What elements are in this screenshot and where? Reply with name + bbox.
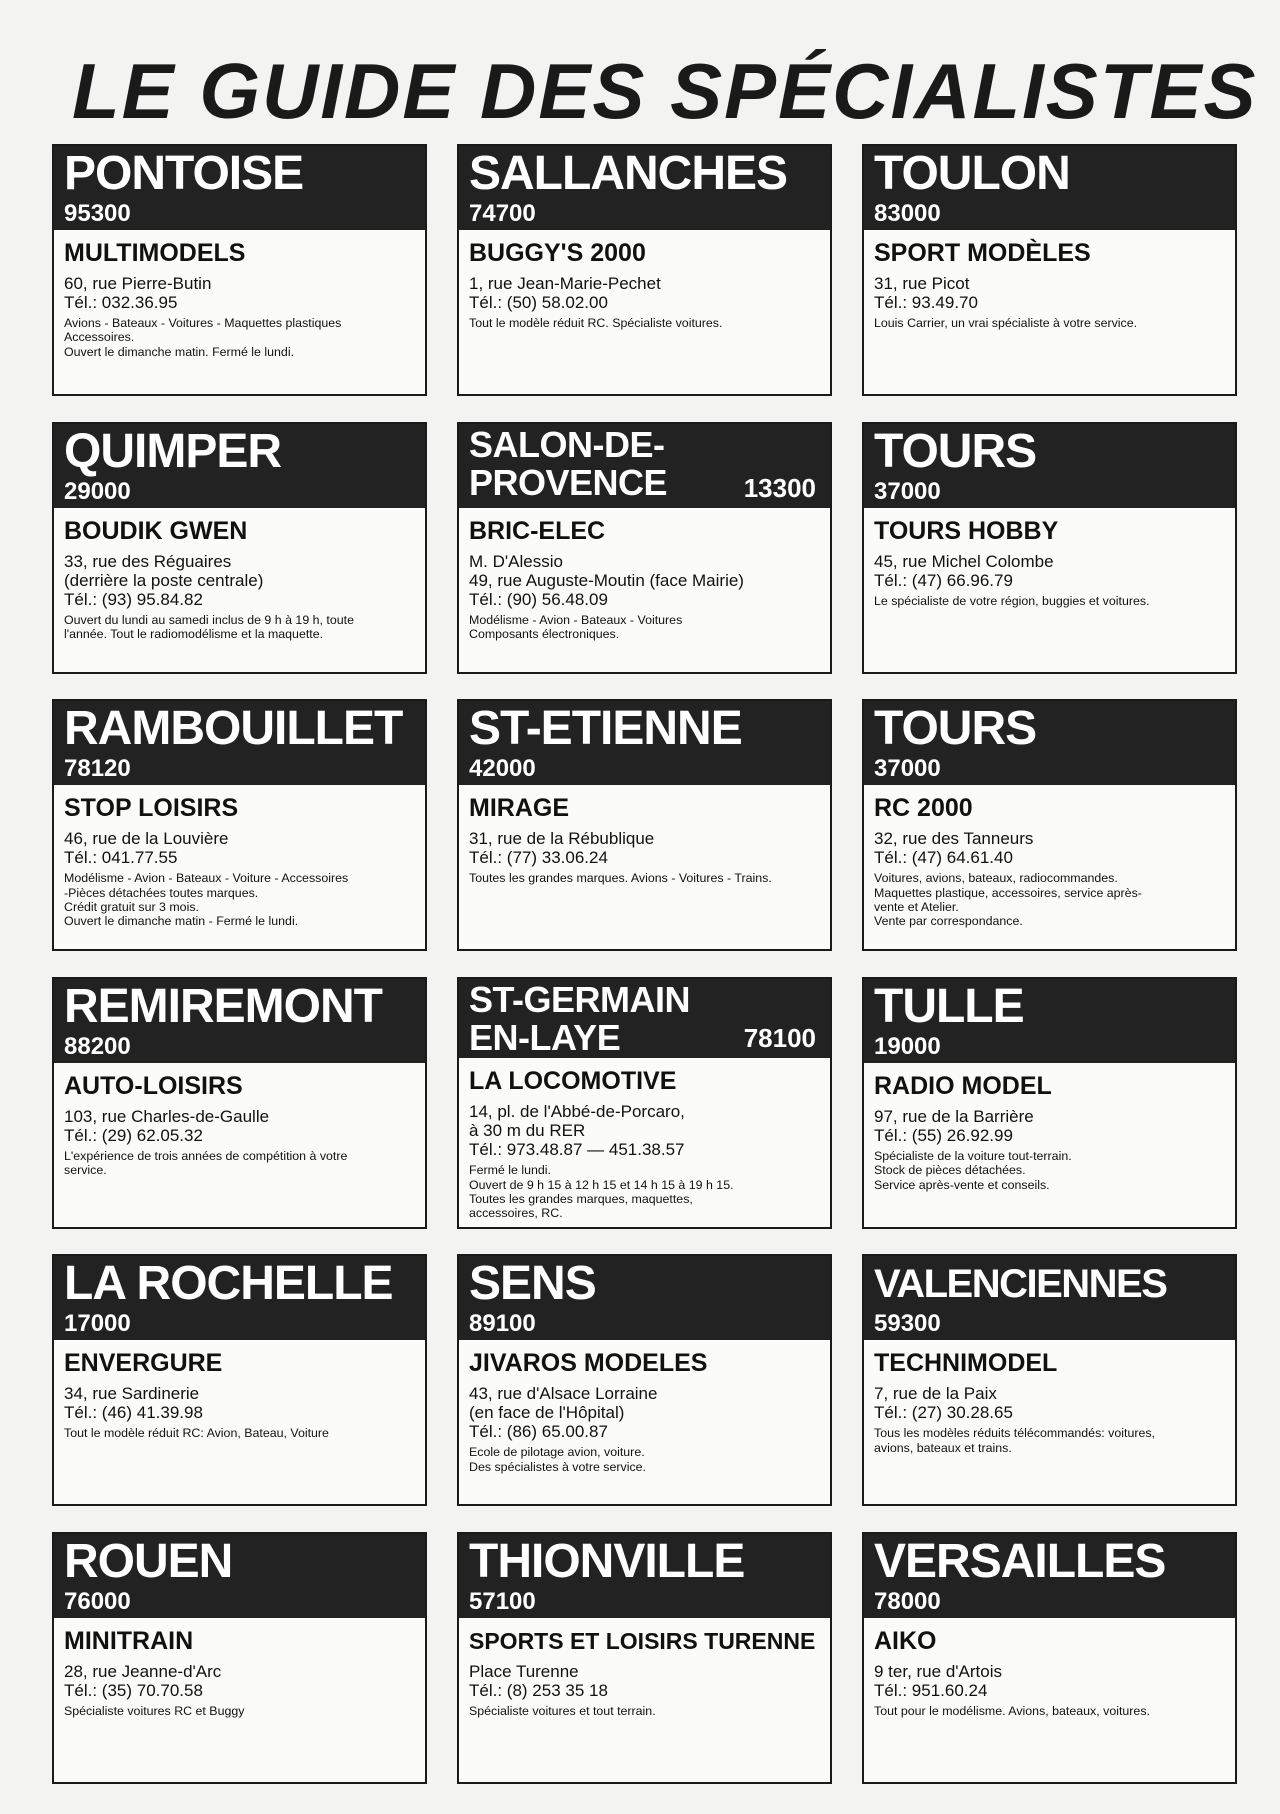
shop-name: MIRAGE <box>469 794 569 823</box>
city-name: ST-GERMAIN EN-LAYE <box>469 978 691 1058</box>
specialist-card <box>52 699 427 951</box>
city-name: SALON-DE- PROVENCE <box>469 423 668 503</box>
shop-address: 1, rue Jean-Marie-Pechet Tél.: (50) 58.02.00 <box>469 274 661 312</box>
specialist-card <box>862 1254 1237 1506</box>
card-header <box>864 979 1235 1063</box>
card-header <box>864 146 1235 230</box>
shop-address: 60, rue Pierre-Butin Tél.: 032.36.95 <box>64 274 212 312</box>
shop-name: TOURS HOBBY <box>874 516 1059 545</box>
postal-code: 13300 <box>743 472 816 503</box>
city-name: THIONVILLE <box>469 1534 745 1588</box>
card-header <box>459 979 830 1058</box>
city-name: SALLANCHES <box>469 147 788 200</box>
specialist-card <box>52 977 427 1229</box>
city-name: SENS <box>469 1257 596 1311</box>
postal-code: 74700 <box>469 200 536 227</box>
shop-name: RC 2000 <box>874 794 973 823</box>
card-header <box>459 146 830 230</box>
shop-description: Ecole de pilotage avion, voiture. Des spécialistes à votre service. <box>469 1445 646 1474</box>
shop-address: 43, rue d'Alsace Lorraine (en face de l'Hôpital) Tél.: (86) 65.00.87 <box>469 1384 658 1442</box>
city-name: VALENCIENNES <box>874 1262 1167 1307</box>
shop-name: STOP LOISIRS <box>64 794 239 823</box>
shop-name: MULTIMODELS <box>64 239 246 267</box>
postal-code: 17000 <box>64 1310 131 1338</box>
shop-description: Avions - Bateaux - Voitures - Maquettes plastiques Accessoires. Ouvert le dimanche matin. Fermé le lundi. <box>64 316 342 359</box>
postal-code: 89100 <box>469 1310 536 1338</box>
shop-name: AUTO-LOISIRS <box>64 1071 243 1100</box>
shop-address: 7, rue de la Paix Tél.: (27) 30.28.65 <box>874 1384 1013 1423</box>
shop-description: Modélisme - Avion - Bateaux - Voitures Composants électroniques. <box>469 612 683 641</box>
city-name: ST-ETIENNE <box>469 702 742 756</box>
specialist-card <box>862 977 1237 1229</box>
card-header <box>864 424 1235 508</box>
postal-code: 59300 <box>874 1310 941 1338</box>
card-body <box>459 1340 830 1480</box>
specialist-card <box>457 144 832 396</box>
postal-code: 88200 <box>64 1032 131 1060</box>
shop-description: Modélisme - Avion - Bateaux - Voiture - Accessoires -Pièces détachées toutes marques. Crédit gratuit sur 3 mois. Ouvert le dimanche matin - Fermé le lundi. <box>64 871 349 929</box>
postal-code: 83000 <box>874 200 941 227</box>
card-header <box>54 1534 425 1618</box>
card-body <box>459 230 830 336</box>
card-header <box>54 424 425 508</box>
postal-code: 37000 <box>874 477 941 505</box>
shop-description: Toutes les grandes marques. Avions - Voitures - Trains. <box>469 871 772 886</box>
card-header <box>459 424 830 508</box>
shop-name: SPORTS ET LOISIRS TURENNE <box>469 1627 816 1654</box>
shop-name: AIKO <box>874 1626 937 1655</box>
postal-code: 76000 <box>64 1587 131 1615</box>
card-body <box>864 1618 1235 1724</box>
shop-name: ENVERGURE <box>64 1349 223 1378</box>
shop-address: Place Turenne Tél.: (8) 253 35 18 <box>469 1661 608 1700</box>
shop-address: 9 ter, rue d'Artois Tél.: 951.60.24 <box>874 1661 1002 1700</box>
city-name: TOURS <box>874 702 1037 756</box>
card-body <box>54 1063 425 1184</box>
shop-name: MINITRAIN <box>64 1626 194 1655</box>
shop-description: Le spécialiste de votre région, buggies et voitures. <box>874 593 1150 608</box>
city-name: TOULON <box>874 147 1070 200</box>
card-body <box>54 230 425 365</box>
shop-description: Spécialiste voitures et tout terrain. <box>469 1703 656 1718</box>
city-name: LA ROCHELLE <box>64 1257 393 1311</box>
card-body <box>459 1618 830 1724</box>
shop-name: BOUDIK GWEN <box>64 516 248 545</box>
card-header <box>54 701 425 785</box>
city-name: TOURS <box>874 424 1037 478</box>
shop-address: 103, rue Charles-de-Gaulle Tél.: (29) 62.05.32 <box>64 1106 270 1145</box>
card-body <box>54 1618 425 1724</box>
page-title: LE GUIDE DES SPÉCIALISTES <box>72 47 1258 135</box>
shop-address: 34, rue Sardinerie Tél.: (46) 41.39.98 <box>64 1384 203 1423</box>
shop-name: BRIC-ELEC <box>469 516 606 545</box>
shop-description: Tous les modèles réduits télécommandés: voitures, avions, bateaux et trains. <box>874 1426 1155 1455</box>
postal-code: 19000 <box>874 1032 941 1060</box>
shop-name: BUGGY'S 2000 <box>469 239 646 267</box>
shop-description: Tout le modèle réduit RC. Spécialiste voitures. <box>469 316 723 330</box>
card-body <box>864 508 1235 614</box>
shop-address: 28, rue Jeanne-d'Arc Tél.: (35) 70.70.58 <box>64 1661 222 1700</box>
postal-code: 78000 <box>874 1587 941 1615</box>
city-name: QUIMPER <box>64 424 282 478</box>
shop-description: Spécialiste de la voiture tout-terrain. Stock de pièces détachées. Service après-vente et conseils. <box>874 1148 1072 1192</box>
shop-address: 31, rue Picot Tél.: 93.49.70 <box>874 274 978 312</box>
shop-name: SPORT MODÈLES <box>874 239 1091 267</box>
shop-description: L'expérience de trois années de compétition à votre service. <box>64 1148 348 1178</box>
shop-name: TECHNIMODEL <box>874 1349 1058 1378</box>
specialist-card <box>52 144 427 396</box>
city-name: ROUEN <box>64 1534 233 1588</box>
shop-address: 46, rue de la Louvière Tél.: 041.77.55 <box>64 829 229 868</box>
shop-address: M. D'Alessio 49, rue Auguste-Moutin (face Mairie) Tél.: (90) 56.48.09 <box>469 551 744 609</box>
city-name: RAMBOUILLET <box>64 702 403 756</box>
shop-description: Voitures, avions, bateaux, radiocommandes. Maquettes plastique, accessoires, service après- vente et Atelier. Vente par correspondance. <box>874 871 1142 929</box>
shop-address: 14, pl. de l'Abbé-de-Porcaro, à 30 m du RER Tél.: 973.48.87 — 451.38.57 <box>469 1102 685 1160</box>
shop-description: Tout pour le modélisme. Avions, bateaux, voitures. <box>874 1703 1150 1718</box>
city-name: REMIREMONT <box>64 979 382 1033</box>
card-body <box>459 1058 830 1227</box>
specialist-card <box>457 422 832 674</box>
card-header <box>864 1534 1235 1618</box>
shop-address: 32, rue des Tanneurs Tél.: (47) 64.61.40 <box>874 829 1034 868</box>
postal-code: 37000 <box>874 755 941 783</box>
specialist-card <box>862 699 1237 951</box>
shop-address: 45, rue Michel Colombe Tél.: (47) 66.96.79 <box>874 551 1054 590</box>
shop-name: JIVAROS MODELES <box>469 1349 708 1378</box>
city-name: TULLE <box>874 979 1024 1033</box>
specialist-card <box>862 144 1237 396</box>
shop-address: 97, rue de la Barrière Tél.: (55) 26.92.99 <box>874 1106 1034 1145</box>
card-header <box>459 1256 830 1340</box>
postal-code: 78120 <box>64 755 131 783</box>
card-body <box>864 785 1235 935</box>
shop-address: 31, rue de la Rébublique Tél.: (77) 33.06.24 <box>469 829 655 868</box>
specialist-card <box>52 1532 427 1784</box>
card-body <box>459 785 830 891</box>
card-header <box>864 1256 1235 1340</box>
card-body <box>864 230 1235 336</box>
shop-name: LA LOCOMOTIVE <box>469 1067 677 1096</box>
postal-code: 29000 <box>64 477 131 505</box>
card-body <box>54 508 425 648</box>
shop-name: RADIO MODEL <box>874 1071 1052 1100</box>
card-body <box>864 1063 1235 1198</box>
card-body <box>54 785 425 935</box>
card-body <box>864 1340 1235 1461</box>
card-header <box>54 146 425 230</box>
specialist-card <box>457 1532 832 1784</box>
specialist-card <box>457 977 832 1229</box>
city-name: PONTOISE <box>64 147 304 200</box>
specialist-card <box>52 422 427 674</box>
shop-description: Spécialiste voitures RC et Buggy <box>64 1703 245 1718</box>
card-header <box>459 701 830 785</box>
shop-description: Tout le modèle réduit RC: Avion, Bateau, Voiture <box>64 1426 329 1441</box>
shop-description: Louis Carrier, un vrai spécialiste à votre service. <box>874 316 1138 330</box>
card-body <box>54 1340 425 1446</box>
postal-code: 42000 <box>469 755 536 783</box>
postal-code: 95300 <box>64 200 131 227</box>
card-body <box>459 508 830 648</box>
shop-description: Ouvert du lundi au samedi inclus de 9 h à 19 h, toute l'année. Tout le radiomodélisme et la maquette. <box>64 612 354 641</box>
card-header <box>54 979 425 1063</box>
specialist-card <box>52 1254 427 1506</box>
specialist-card <box>457 1254 832 1506</box>
postal-code: 57100 <box>469 1587 536 1615</box>
postal-code: 78100 <box>743 1023 816 1054</box>
shop-address: 33, rue des Réguaires (derrière la poste centrale) Tél.: (93) 95.84.82 <box>64 551 264 609</box>
specialist-card <box>457 699 832 951</box>
card-header <box>54 1256 425 1340</box>
card-header <box>459 1534 830 1618</box>
specialists-grid <box>52 144 1237 1784</box>
city-name: VERSAILLES <box>874 1534 1166 1588</box>
specialist-card <box>862 1532 1237 1784</box>
specialist-card <box>862 422 1237 674</box>
card-header <box>864 701 1235 785</box>
shop-description: Fermé le lundi. Ouvert de 9 h 15 à 12 h 15 et 14 h 15 à 19 h 15. Toutes les grandes marques, maquettes, accessoires, RC. <box>469 1163 734 1221</box>
